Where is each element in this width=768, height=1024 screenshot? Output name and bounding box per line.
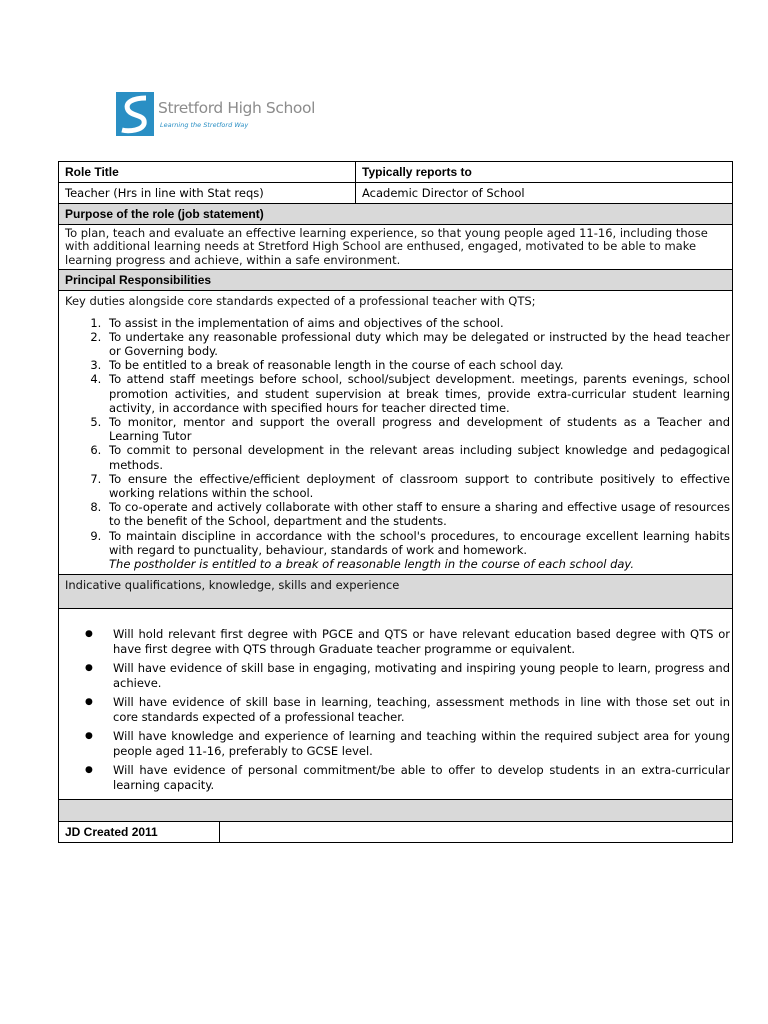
responsibilities-heading: Principal Responsibilities	[65, 273, 212, 288]
list-item: 2. To undertake any reasonable professional duty which may be delegated or instructed by the head teacher or Governing body.	[105, 330, 732, 358]
list-item: 9. To maintain discipline in accordance with the school's procedures, to encourage excellent learning habits with regard to punctuality, behaviour, standards of work and homework.	[105, 529, 732, 557]
list-item: ● Will have knowledge and experience of learning and teaching within the required subject area for young people aged 11-16, preferably to GCSE level.	[105, 729, 732, 759]
list-item: ● Will have evidence of personal commitment/be able to offer to develop students in an extra-curricular learning capacity.	[105, 763, 732, 793]
list-item: 6. To commit to personal development in the relevant areas including subject knowledge and pedagogical methods.	[105, 443, 732, 471]
break-note: The postholder is entitled to a break of reasonable length in the course of each school day.	[109, 556, 634, 571]
list-item: 8. To co-operate and actively collaborate with other staff to ensure a sharing and effective usage of resources to the benefit of the School, department and the students.	[105, 500, 732, 528]
list-item: 1. To assist in the implementation of aims and objectives of the school.	[105, 316, 732, 330]
list-item: 3. To be entitled to a break of reasonable length in the course of each school day.	[105, 358, 732, 372]
qualifications-heading-row	[59, 574, 732, 608]
role-title-value: Teacher (Hrs in line with Stat reqs)	[59, 183, 356, 203]
list-item: 7. To ensure the effective/efficient deployment of classroom support to contribute positively to effective working relations within the school.	[105, 472, 732, 500]
list-item: ● Will have evidence of skill base in learning, teaching, assessment methods in line with those set out in core standards expected of a professional teacher.	[105, 695, 732, 725]
responsibilities-heading-row	[59, 269, 732, 290]
list-item: ● Will hold relevant first degree with PGCE and QTS or have relevant education based degree with QTS or have first degree with QTS through Graduate teacher programme or equivalent.	[105, 627, 732, 657]
responsibilities-intro: Key duties alongside core standards expected of a professional teacher with QTS;	[65, 294, 536, 309]
role-title-label: Role Title	[59, 162, 356, 182]
school-logo	[116, 92, 315, 138]
responsibilities-list	[59, 316, 732, 557]
values-row	[59, 182, 732, 203]
jd-created-label: JD Created 2011	[59, 822, 220, 842]
purpose-text: To plan, teach and evaluate an effective learning experience, so that young people aged 11-16, including those with additional learning needs at Stretford High School are enthused, engaged, motivated to be able to make learning progress and achieve, within a safe environment.	[65, 226, 708, 267]
reports-to-label: Typically reports to	[362, 165, 472, 179]
job-description-table	[58, 161, 733, 843]
qualifications-row	[59, 608, 732, 799]
qualifications-list	[59, 627, 732, 793]
footer-row	[59, 821, 732, 842]
purpose-row	[59, 224, 732, 269]
blank-grey-row	[59, 799, 732, 821]
logo-tagline: Learning the Stretford Way	[160, 121, 249, 129]
list-item: 5. To monitor, mentor and support the overall progress and development of students as a Teacher and Learning Tutor	[105, 415, 732, 443]
logo-mark-icon	[116, 92, 154, 136]
qualifications-heading: Indicative qualifications, knowledge, skills and experience	[65, 577, 400, 592]
responsibilities-row	[59, 290, 732, 574]
reports-to-value: Academic Director of School	[362, 186, 525, 200]
purpose-heading-row	[59, 203, 732, 224]
jd-created-value	[220, 822, 732, 842]
purpose-heading: Purpose of the role (job statement)	[65, 207, 264, 221]
logo-school-name: Stretford High School	[158, 99, 315, 117]
list-item: ● Will have evidence of skill base in engaging, motivating and inspiring young people to learn, progress and achieve.	[105, 661, 732, 691]
header-row	[59, 162, 732, 182]
list-item: 4. To attend staff meetings before school, school/subject development. meetings, parents evenings, school promotion activities, and student supervision at break times, provide extra-curricular student learning activity, in accordance with specified hours for teacher directed time.	[105, 372, 732, 415]
